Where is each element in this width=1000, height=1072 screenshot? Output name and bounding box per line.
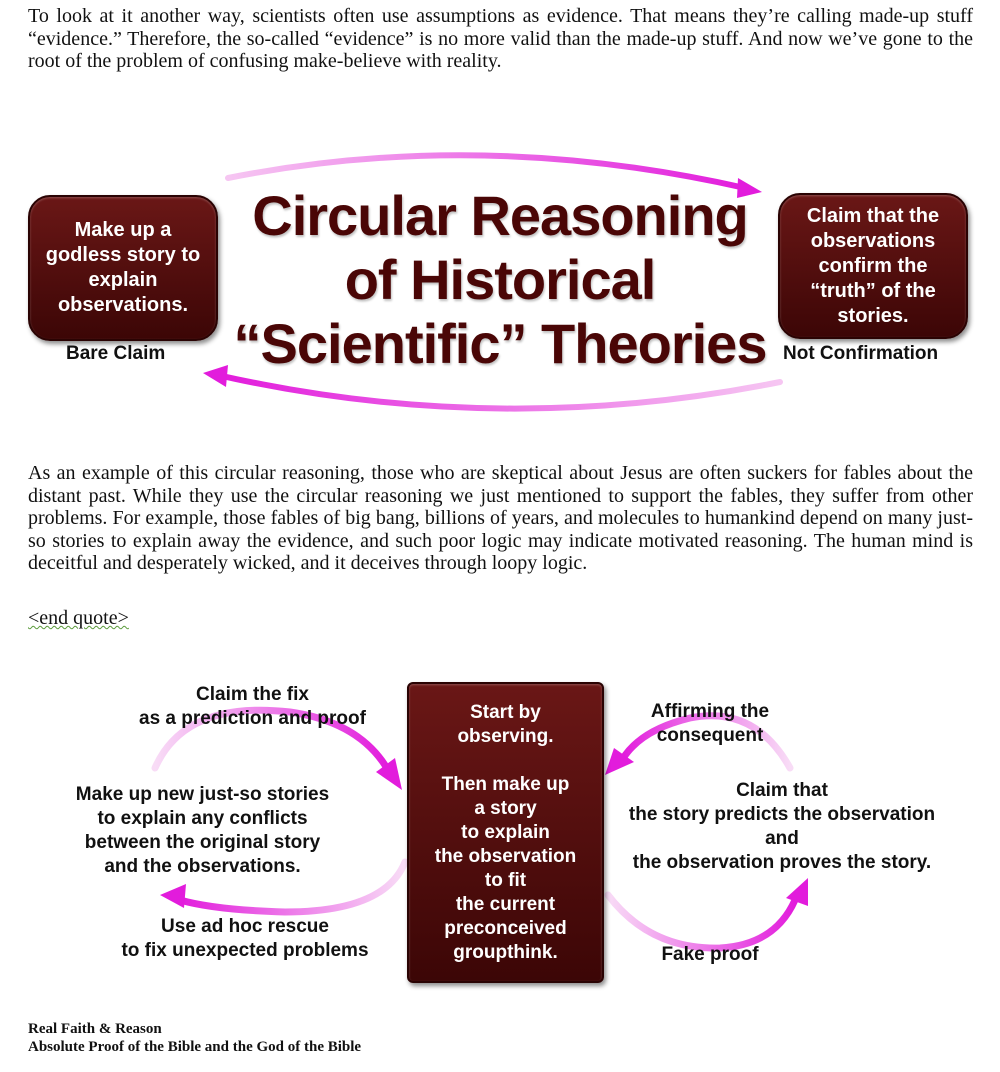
end-quote — [28, 607, 129, 630]
center-line: to fit — [484, 869, 527, 891]
center-line: observing. — [457, 725, 554, 747]
label-line: as a prediction and proof — [139, 708, 366, 729]
observe-story-text — [435, 701, 576, 965]
end-quote-text: <end quote> — [28, 607, 129, 629]
claim-confirm-box — [778, 193, 968, 339]
title-line-3: “Scientific” Theories — [233, 312, 767, 375]
bottom-cycle-arrow — [222, 376, 780, 409]
label-line: Affirming the — [650, 701, 770, 722]
footer-line-2: Absolute Proof of the Bible and the God of the Bible — [28, 1039, 362, 1055]
label-line: Use ad hoc rescue — [161, 916, 329, 937]
observe-story-box — [407, 682, 604, 983]
claim-that-label — [602, 779, 962, 875]
center-line: preconceived — [444, 917, 567, 939]
title-line-2: of Historical — [344, 248, 656, 311]
make-up-story-box — [28, 195, 218, 341]
label-line: the story predicts the observation — [628, 804, 936, 825]
center-line: Start by — [470, 701, 541, 723]
center-line: groupthink. — [453, 941, 558, 963]
label-line: between the original story — [84, 832, 321, 853]
not-confirmation-caption: Not Confirmation — [783, 343, 939, 364]
make-up-story-text: Make up a godless story to explain observations. — [45, 219, 201, 316]
claim-fix-label — [120, 683, 385, 731]
footer-line-1: Real Faith & Reason — [28, 1021, 162, 1037]
affirming-consequent-label — [630, 700, 790, 748]
circular-reasoning-title — [222, 184, 778, 376]
fake-proof-arrow — [608, 895, 795, 948]
label-line: and — [765, 828, 799, 849]
fake-proof-label: Fake proof — [661, 944, 759, 965]
claim-confirm-text: Claim that the observations confirm the “truth” of the stories. — [806, 204, 940, 327]
make-up-stories-label — [40, 783, 365, 879]
ad-hoc-arrowhead — [160, 884, 186, 908]
label-line: Claim the fix — [196, 684, 309, 705]
footer — [28, 1020, 361, 1056]
ad-hoc-rescue-label — [100, 915, 390, 963]
fake-proof-arrowhead — [786, 878, 808, 906]
label-line: consequent — [656, 725, 764, 746]
center-line: a story — [474, 797, 537, 819]
center-line: the current — [455, 893, 556, 915]
center-line: the observation — [434, 845, 577, 867]
label-line: to fix unexpected problems — [121, 940, 369, 961]
center-line: to explain — [461, 821, 550, 843]
title-line-1: Circular Reasoning — [252, 184, 748, 247]
label-line: the observation proves the story. — [632, 852, 932, 873]
center-line: Then make up — [441, 773, 570, 795]
center-spacer — [435, 749, 576, 773]
label-line: to explain any conflicts — [97, 808, 308, 829]
bare-claim-caption: Bare Claim — [66, 343, 166, 364]
label-line: Make up new just-so stories — [75, 784, 330, 805]
label-line: Claim that — [736, 780, 828, 801]
label-line: and the observations. — [104, 856, 301, 877]
paragraph-top: To look at it another way, scientists often use assumptions as evidence. That means they’re calling made-up stuff “evidence.” Therefore, the so-called “evidence” is no more valid than the made-up stuff. And now we’ve gone to the root of the problem of confusing make-believe with reality. — [28, 5, 973, 72]
paragraph-middle: As an example of this circular reasoning, those who are skeptical about Jesus are often suckers for fables about the distant past. While they use the circular reasoning we just mentioned to support the fables, they suffer from other problems. For example, those fables of big bang, billions of years, and molecules to humankind depend on many just-so stories to explain away the evidence, and such poor logic may indicate motivated reasoning. The human mind is deceitful and desperately wicked, and it deceives through loopy logic. — [28, 462, 973, 574]
